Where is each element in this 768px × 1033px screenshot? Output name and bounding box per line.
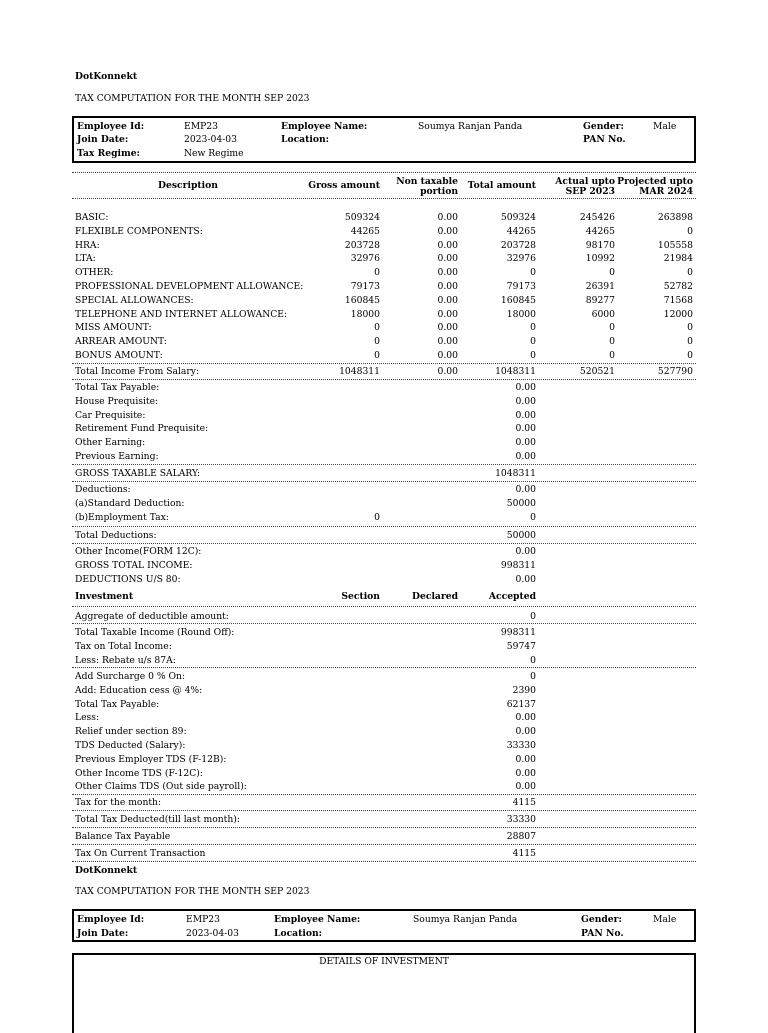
row-nontax: 0.00 — [437, 239, 458, 251]
join-date-label: Join Date: — [77, 134, 129, 145]
row-projected: 0 — [687, 225, 693, 237]
row-label: Total Deductions: — [75, 530, 157, 541]
row-total: 50000 — [506, 530, 536, 541]
row-actual: 0 — [609, 322, 615, 334]
row-total: 62137 — [506, 698, 536, 710]
col-projected-1: Projected upto — [617, 176, 693, 187]
divider — [72, 379, 696, 380]
col-description: Description — [158, 180, 218, 191]
row-label: LTA: — [75, 253, 96, 265]
col-actual-1: Actual upto — [555, 176, 615, 187]
row-total: 0.00 — [515, 781, 536, 793]
divider — [72, 844, 696, 845]
row-total: 0 — [530, 654, 536, 666]
row-actual: 245426 — [579, 212, 615, 223]
row-gross: 203728 — [344, 239, 380, 251]
row-gross: 509324 — [344, 212, 380, 223]
divider — [72, 172, 696, 173]
row-gross: 32976 — [350, 253, 380, 265]
row-label: (b)Employment Tax: — [75, 511, 169, 523]
divider — [72, 794, 696, 795]
row-actual: 0 — [609, 267, 615, 279]
divider — [72, 606, 696, 607]
row-projected: 0 — [687, 350, 693, 361]
employee-id-label: Employee Id: — [77, 121, 145, 132]
row-total: 0 — [530, 671, 536, 682]
row-total: 33330 — [506, 740, 536, 751]
row-nontax: 0.00 — [437, 281, 458, 292]
row-label: House Prequisite: — [75, 395, 159, 407]
row-nontax: 0.00 — [437, 366, 458, 377]
tax-regime-label: Tax Regime: — [77, 148, 140, 159]
investment-details-box — [72, 953, 696, 1033]
row-gross: 1048311 — [339, 366, 380, 377]
row-total: 998311 — [500, 559, 536, 571]
employee-name-label: Employee Name: — [274, 914, 361, 925]
row-total: 0.00 — [515, 753, 536, 765]
row-label: Other Claims TDS (Out side payroll): — [75, 781, 247, 793]
divider — [72, 464, 696, 465]
row-total: 44265 — [506, 225, 536, 237]
divider — [72, 827, 696, 828]
row-nontax: 0.00 — [437, 350, 458, 361]
row-total: 0.00 — [515, 437, 536, 449]
row-label: Less: — [75, 712, 100, 724]
row-total: 0 — [530, 336, 536, 348]
row-total: 998311 — [500, 627, 536, 638]
row-total: 0.00 — [515, 712, 536, 724]
row-total: 0 — [530, 267, 536, 279]
row-gross: 18000 — [350, 308, 380, 320]
employee-id-value: EMP23 — [186, 914, 220, 925]
row-total: 79173 — [506, 281, 536, 292]
row-total: 4115 — [512, 797, 536, 808]
row-label: TDS Deducted (Salary): — [75, 740, 186, 751]
row-label: Other Income(FORM 12C): — [75, 546, 202, 557]
row-total: 1048311 — [495, 366, 536, 377]
row-gross: 79173 — [350, 281, 380, 292]
row-projected: 21984 — [663, 253, 693, 265]
row-label: BONUS AMOUNT: — [75, 350, 163, 361]
row-projected: 12000 — [663, 308, 693, 320]
report-title: TAX COMPUTATION FOR THE MONTH SEP 2023 — [75, 93, 310, 104]
row-label: Balance Tax Payable — [75, 831, 171, 842]
row-actual: 44265 — [585, 225, 615, 237]
investment-header: Investment — [75, 591, 134, 602]
row-actual: 10992 — [585, 253, 615, 265]
row-label: GROSS TAXABLE SALARY: — [75, 468, 201, 479]
row-projected: 0 — [687, 336, 693, 348]
row-label: Relief under section 89: — [75, 726, 187, 738]
tax-regime-value: New Regime — [184, 148, 244, 159]
row-label: Previous Employer TDS (F-12B): — [75, 753, 227, 765]
row-nontax: 0.00 — [437, 253, 458, 265]
col-nontax-1: Non taxable — [396, 176, 458, 187]
employee-info-box — [72, 116, 696, 163]
row-nontax: 0.00 — [437, 212, 458, 223]
join-date-value: 2023-04-03 — [186, 928, 239, 939]
employee-id-value: EMP23 — [184, 121, 218, 132]
col-total: Total amount — [467, 180, 536, 191]
row-total: 0.00 — [515, 423, 536, 435]
row-label: PROFESSIONAL DEVELOPMENT ALLOWANCE: — [75, 281, 304, 292]
row-label: Total Taxable Income (Round Off): — [75, 627, 235, 638]
row-nontax: 0.00 — [437, 308, 458, 320]
company-name: DotKonnekt — [75, 71, 138, 82]
row-total: 0.00 — [515, 546, 536, 557]
gender-value: Male — [653, 121, 677, 132]
row-total: 50000 — [506, 497, 536, 509]
col-gross: Gross amount — [308, 180, 380, 191]
row-gross: 0 — [374, 267, 380, 279]
row-actual: 520521 — [579, 366, 615, 377]
row-total: 28807 — [506, 831, 536, 842]
gender-label: Gender: — [583, 121, 624, 132]
row-total: 0.00 — [515, 484, 536, 495]
row-label: SPECIAL ALLOWANCES: — [75, 294, 194, 306]
location-label: Location: — [281, 134, 330, 145]
row-total: 59747 — [506, 640, 536, 652]
row-gross: 0 — [374, 350, 380, 361]
col-nontax-2: portion — [420, 186, 458, 197]
employee-info-box-2 — [72, 909, 696, 942]
row-total: 160845 — [500, 294, 536, 306]
row-gross: 0 — [374, 336, 380, 348]
row-total: 203728 — [500, 239, 536, 251]
gender-label: Gender: — [581, 914, 622, 925]
row-gross: 160845 — [344, 294, 380, 306]
row-total: 0.00 — [515, 573, 536, 585]
employee-id-label: Employee Id: — [77, 914, 145, 925]
row-total: 4115 — [512, 848, 536, 859]
row-projected: 527790 — [657, 366, 693, 377]
row-total: 509324 — [500, 212, 536, 223]
pan-label: PAN No. — [581, 928, 624, 939]
row-label: Add Surcharge 0 % On: — [75, 671, 186, 682]
employee-name-value: Soumya Ranjan Panda — [413, 914, 518, 925]
divider — [72, 623, 696, 624]
row-total: 0 — [530, 322, 536, 334]
row-label: Total Tax Deducted(till last month): — [75, 814, 240, 825]
divider — [72, 810, 696, 811]
row-label: Total Tax Payable: — [75, 698, 160, 710]
row-actual: 0 — [609, 336, 615, 348]
row-actual: 89277 — [585, 294, 615, 306]
row-projected: 0 — [687, 267, 693, 279]
company-name-2: DotKonnekt — [75, 865, 138, 876]
row-label: Deductions: — [75, 484, 131, 495]
row-label: DEDUCTIONS U/S 80: — [75, 573, 181, 585]
divider — [72, 543, 696, 544]
row-actual: 26391 — [585, 281, 615, 292]
row-gross: 44265 — [350, 225, 380, 237]
row-total: 0.00 — [515, 382, 536, 393]
row-label: Car Prequisite: — [75, 409, 146, 421]
row-label: HRA: — [75, 239, 100, 251]
row-label: (a)Standard Deduction: — [75, 497, 185, 509]
row-label: Other Earning: — [75, 437, 146, 449]
investment-accepted: Accepted — [488, 591, 536, 602]
row-projected: 71568 — [663, 294, 693, 306]
pan-label: PAN No. — [583, 134, 626, 145]
row-total: 0.00 — [515, 409, 536, 421]
row-total: 2390 — [512, 684, 536, 696]
row-label: Other Income TDS (F-12C): — [75, 767, 203, 779]
row-total: 1048311 — [495, 468, 536, 479]
investment-section: Section — [341, 591, 380, 602]
divider — [72, 526, 696, 527]
row-actual: 0 — [609, 350, 615, 361]
row-nontax: 0.00 — [437, 322, 458, 334]
join-date-value: 2023-04-03 — [184, 134, 237, 145]
row-total: 0 — [530, 611, 536, 622]
row-label: Total Income From Salary: — [75, 366, 200, 377]
gender-value: Male — [653, 914, 677, 925]
row-actual: 98170 — [585, 239, 615, 251]
row-total: 0.00 — [515, 451, 536, 462]
row-actual: 6000 — [591, 308, 615, 320]
investment-details-title: DETAILS OF INVESTMENT — [319, 956, 449, 967]
row-total: 0.00 — [515, 726, 536, 738]
employee-name-label: Employee Name: — [281, 121, 368, 132]
employee-name-value: Soumya Ranjan Panda — [418, 121, 523, 132]
row-nontax: 0.00 — [437, 267, 458, 279]
divider — [72, 363, 696, 364]
row-total: 0.00 — [515, 395, 536, 407]
row-label: Add: Education cess @ 4%: — [75, 684, 203, 696]
row-label: MISS AMOUNT: — [75, 322, 152, 334]
row-projected: 0 — [687, 322, 693, 334]
row-projected: 52782 — [663, 281, 693, 292]
col-projected-2: MAR 2024 — [639, 186, 693, 197]
row-label: BASIC: — [75, 212, 109, 223]
row-label: FLEXIBLE COMPONENTS: — [75, 225, 203, 237]
row-total: 0 — [530, 350, 536, 361]
divider — [72, 667, 696, 668]
row-nontax: 0.00 — [437, 294, 458, 306]
row-total: 33330 — [506, 814, 536, 825]
row-gross: 0 — [374, 322, 380, 334]
investment-declared: Declared — [412, 591, 458, 602]
row-total: 18000 — [506, 308, 536, 320]
join-date-label: Join Date: — [77, 928, 129, 939]
row-projected: 105558 — [657, 239, 693, 251]
row-projected: 263898 — [657, 212, 693, 223]
report-title-2: TAX COMPUTATION FOR THE MONTH SEP 2023 — [75, 886, 310, 897]
col-actual-2: SEP 2023 — [565, 186, 615, 197]
row-label: Less: Rebate u/s 87A: — [75, 654, 176, 666]
row-nontax: 0.00 — [437, 336, 458, 348]
row-label: Total Tax Payable: — [75, 382, 160, 393]
row-total: 32976 — [506, 253, 536, 265]
row-label: GROSS TOTAL INCOME: — [75, 559, 193, 571]
row-label: Tax On Current Transaction — [75, 848, 206, 859]
row-label: Retirement Fund Prequisite: — [75, 423, 209, 435]
row-nontax: 0.00 — [437, 225, 458, 237]
row-label: ARREAR AMOUNT: — [75, 336, 167, 348]
row-label: TELEPHONE AND INTERNET ALLOWANCE: — [75, 308, 288, 320]
row-label: Aggregate of deductible amount: — [75, 611, 229, 622]
row-label: Tax for the month: — [75, 797, 162, 808]
row-total: 0 — [530, 511, 536, 523]
row-label: Tax on Total Income: — [75, 640, 172, 652]
row-label: OTHER: — [75, 267, 114, 279]
location-label: Location: — [274, 928, 323, 939]
row-total: 0.00 — [515, 767, 536, 779]
divider — [72, 861, 696, 862]
row-label: Previous Earning: — [75, 451, 159, 462]
row-gross: 0 — [374, 511, 380, 523]
divider — [72, 481, 696, 482]
divider — [72, 198, 696, 199]
